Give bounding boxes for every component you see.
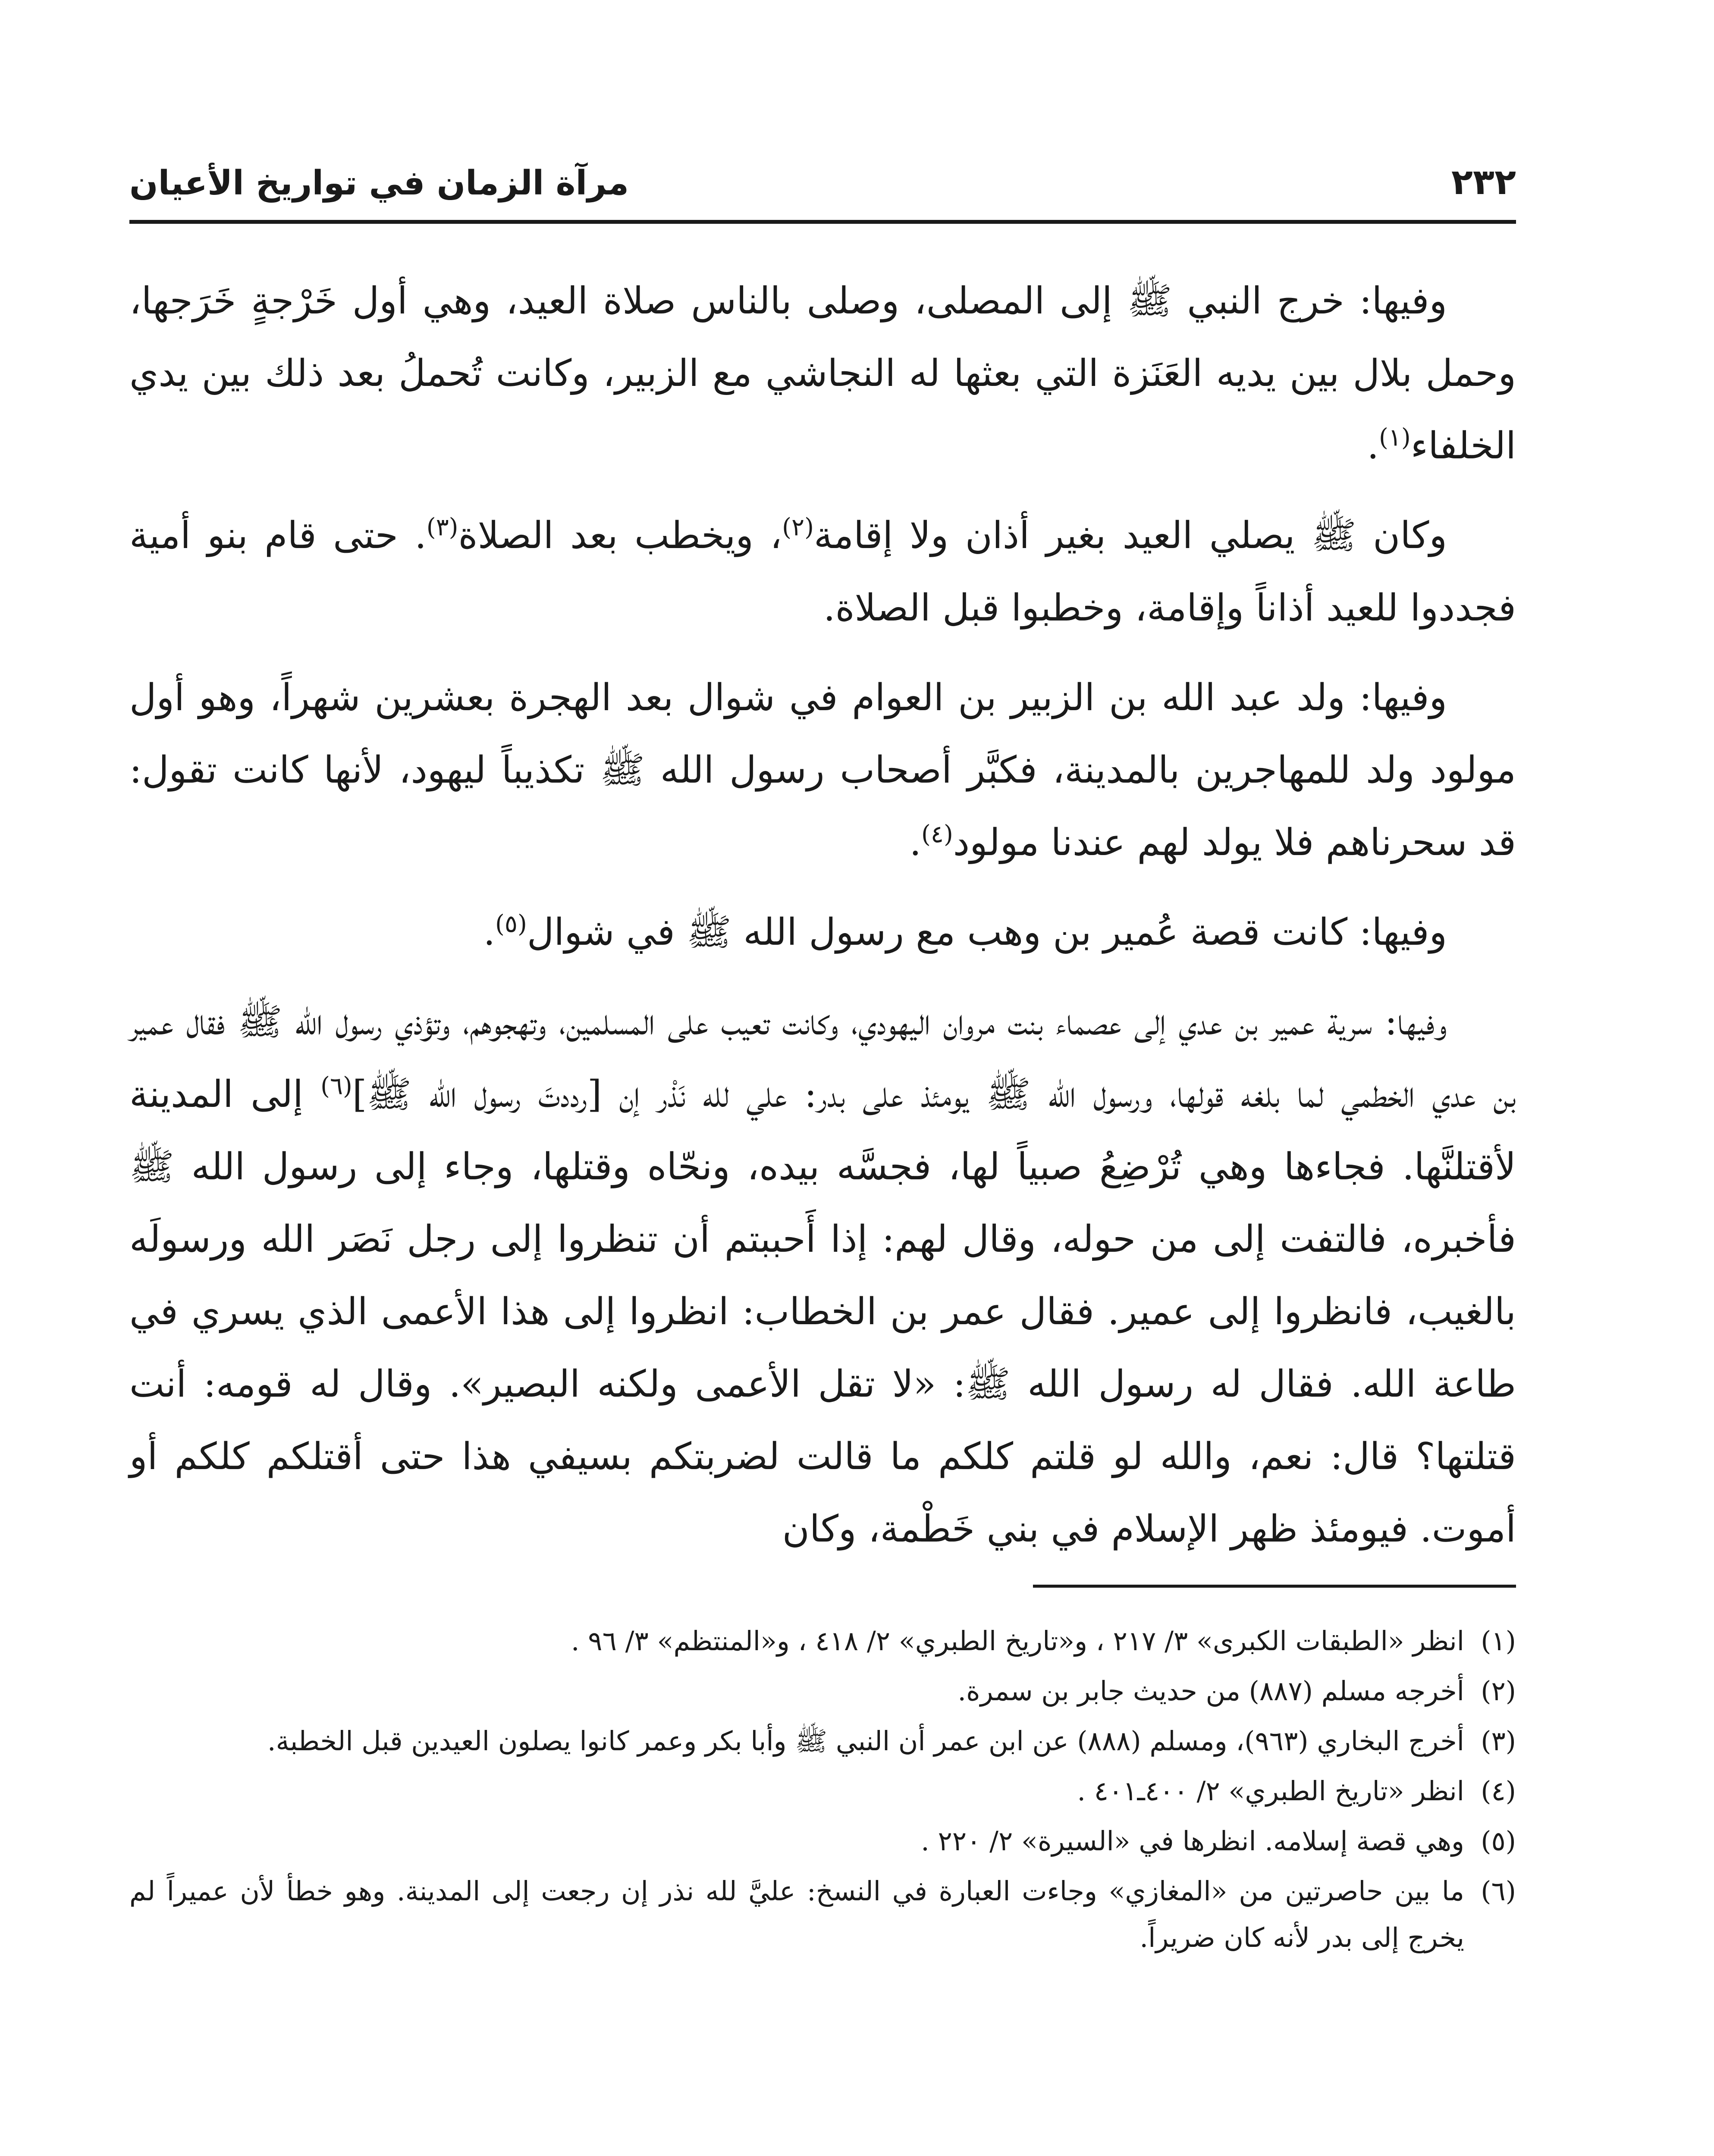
paragraph-text: وفيها: ولد عبد الله بن الزبير بن العوام في شوال بعد الهجرة بعشرين شهراً، وهو أول مولود ولد للمهاجرين بالمدينة، فكبَّر أصحاب رسول الله ﷺ تكذيباً ليهود، لأنها كانت تقول: قد سحرناهم فلا يولد لهم عندنا مولود [129, 676, 1516, 864]
footnote-reference[interactable]: (٦) [320, 1072, 352, 1100]
main-text [129, 265, 1516, 1565]
book-page [129, 142, 1516, 1965]
book-title: مرآة الزمان في تواريخ الأعيان [129, 164, 629, 203]
footnote-number: (١) [1481, 1625, 1516, 1657]
footnote-number: (٢) [1481, 1675, 1516, 1707]
paragraph-text: وكان ﷺ يصلي العيد بغير أذان ولا إقامة [813, 514, 1447, 557]
footnote-text: انظر «تاريخ الطبري» ٢/ ٤٠٠ـ٤٠١ . [1077, 1775, 1464, 1807]
footnote [129, 1618, 1516, 1664]
footnote-reference[interactable]: (٤) [921, 820, 953, 849]
footnote-number: (٥) [1481, 1825, 1516, 1857]
paragraph-end: . [1367, 424, 1379, 467]
paragraph-end: . [483, 911, 496, 954]
footnote [129, 1818, 1516, 1865]
paragraph [129, 896, 1516, 968]
footnote-reference[interactable]: (١) [1378, 423, 1411, 452]
footnote-reference[interactable]: (٢) [782, 513, 814, 542]
footnote-text: ما بين حاصرتين من «المغازي» وجاءت العبارة في النسخ: عليَّ لله نذر إن رجعت إلى المدينة. وهو خطأ لأن عميراً لم يخرج إلى بدر لأنه كان ضريراً. [129, 1875, 1464, 1953]
footnote-reference[interactable]: (٣) [426, 513, 458, 542]
paragraph [129, 265, 1516, 482]
footnote [129, 1668, 1516, 1714]
paragraph-text: وفيها: سرية عمير بن عدي إلى عصماء بنت مروان اليهودي، وكانت تعيب على المسلمين، وتهجوهم، وتؤذي رسول الله ﷺ فقال عمير بن عدي الخطمي لما بلغه قولها، ورسول الله ﷺ يومئذ على بدر: علي لله نَذْر إن [رددتَ رسول الله ﷺ] [129, 1000, 1516, 1116]
paragraph-end: . [909, 821, 921, 864]
paragraph-text: وفيها: خرج النبي ﷺ إلى المصلى، وصلى بالناس صلاة العيد، وهي أول خَرْجةٍ خَرَجها، وحمل بلال بين يديه العَنَزة التي بعثها له النجاشي مع الزبير، وكانت تُحملُ بعد ذلك بين يدي الخلفاء [129, 279, 1516, 467]
footnote-text: انظر «الطبقات الكبرى» ٣/ ٢١٧ ، و«تاريخ الطبري» ٢/ ٤١٨ ، و«المنتظم» ٣/ ٩٦ . [571, 1625, 1464, 1657]
paragraph [129, 499, 1516, 644]
paragraph-text: . حتى قام بنو أمية فجددوا للعيد أذاناً وإقامة، وخطبوا قبل الصلاة. [129, 514, 1516, 630]
running-header [129, 142, 1516, 224]
footnote-text: وهي قصة إسلامه. انظرها في «السيرة» ٢/ ٢٢٠ . [921, 1825, 1464, 1857]
paragraph [129, 661, 1516, 879]
footnote-number: (٦) [1481, 1875, 1516, 1907]
paragraph-text: وفيها: كانت قصة عُمير بن وهب مع رسول الله ﷺ في شوال [527, 911, 1447, 954]
footnotes [129, 1618, 1516, 1961]
paragraph [129, 986, 1516, 1565]
footnote [129, 1768, 1516, 1814]
footnote-reference[interactable]: (٥) [495, 910, 527, 938]
page-number: ٢٣٢ [1451, 162, 1516, 203]
footnote-text: أخرج البخاري (٩٦٣)، ومسلم (٨٨٨) عن ابن عمر أن النبي ﷺ وأبا بكر وعمر كانوا يصلون العيدين قبل الخطبة. [267, 1725, 1464, 1757]
paragraph-text: ، ويخطب بعد الصلاة [458, 514, 782, 557]
footnote-number: (٤) [1481, 1775, 1516, 1807]
footnote-number: (٣) [1481, 1725, 1516, 1757]
footnote [129, 1868, 1516, 1961]
footnote [129, 1718, 1516, 1764]
footnote-text: أخرجه مسلم (٨٨٧) من حديث جابر بن سمرة. [957, 1675, 1464, 1707]
footnote-divider [1033, 1585, 1516, 1588]
paragraph-text: إلى المدينة لأقتلنَّها. فجاءها وهي تُرْضِعُ صبياً لها، فجسَّه بيده، ونحّاه وقتلها، وجاء إلى رسول الله ﷺ فأخبره، فالتفت إلى من حوله، وقال لهم: إذا أَحببتم أن تنظروا إلى رجل نَصَر الله ورسولَه بالغيب، فانظروا إلى عمير. فقال عمر بن الخطاب: انظروا إلى هذا الأعمى الذي يسري في طاعة الله. فقال له رسول الله ﷺ: «لا تقل الأعمى ولكنه البصير». وقال له قومه: أنت قتلتها؟ قال: نعم، والله لو قلتم كلكم ما قالت لضربتكم بسيفي هذا حتى أقتلكم كلكم أو أموت. فيومئذ ظهر الإسلام في بني خَطْمة، وكان [129, 1073, 1516, 1551]
